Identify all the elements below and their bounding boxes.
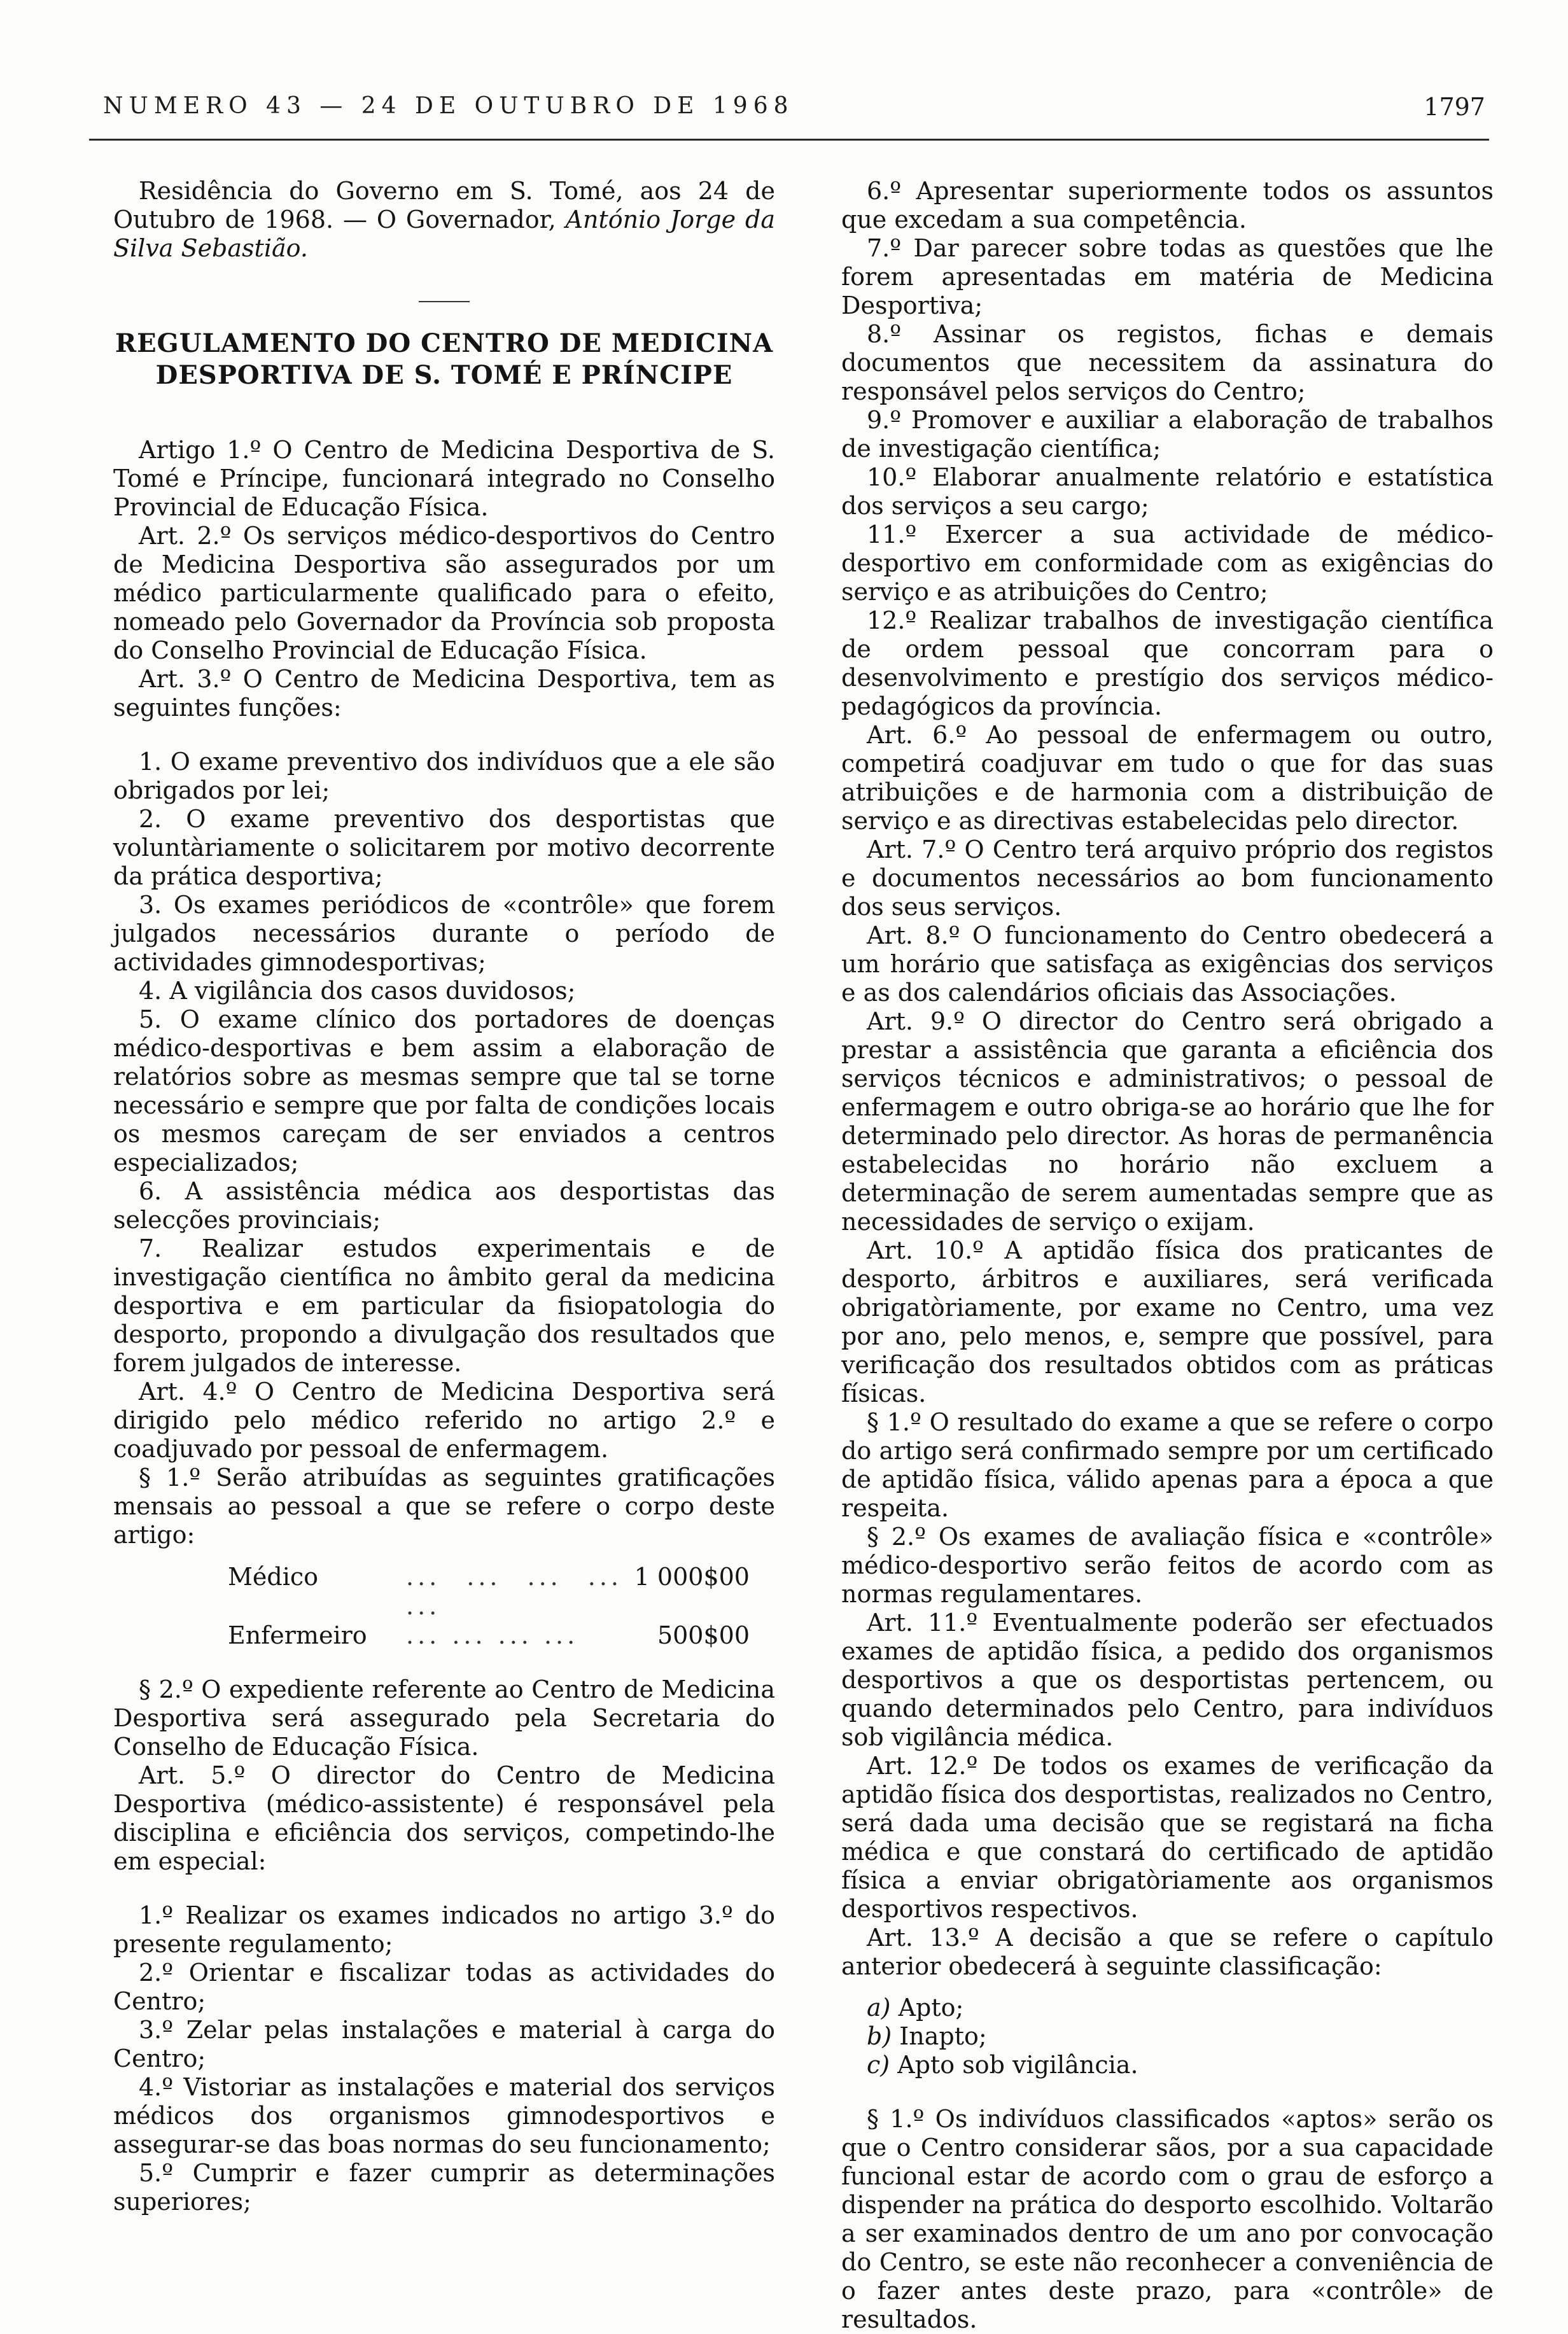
art3-item: 2. O exame preventivo dos desportistas que voluntàriamente o solicitarem por motivo decorrente da prática desportiva; [113,805,775,890]
classification-text: Inapto; [899,2022,987,2050]
article-2: Art. 2.º Os serviços médico-desportivos do Centro de Medicina Desportiva são assegurados por um médico particularmente qualificado para o efeito, nomeado pelo Governador da Província sob proposta do Conselho Provincial de Educação Física. [113,522,775,664]
article-8: Art. 8.º O funcionamento do Centro obedecerá a um horário que satisfaça as exigências dos serviços e as dos calendários oficiais das Associações. [841,921,1494,1007]
classification-text: Apto sob vigilância. [897,2051,1138,2079]
article-13-paragraph-1: § 1.º Os indivíduos classificados «aptos» serão os que o Centro considerar sãos, por a sua capacidade funcional estar de acordo com o grau de esforço a dispender na prática do desporto escolhido. Voltarão a ser examinados dentro de um ano por convocação do Centro, se este não reconhecer a conveniência de o fazer antes deste prazo, para «contrôle» de resultados. [841,2105,1494,2333]
salary-leader-dots: ... ... ... ... [406,1621,579,1649]
art3-item: 4. A vigilância dos casos duvidosos; [139,977,576,1005]
art5-item: 7.º Dar parecer sobre todas as questões que lhe forem apresentadas em matéria de Medicina Desportiva; [841,234,1494,319]
salary-leader-dots: ... ... ... ... ... [406,1563,622,1620]
art5-item: 5.º Cumprir e fazer cumprir as determinações superiores; [113,2159,775,2216]
art3-item: 3. Os exames periódicos de «contrôle» que forem julgados necessários durante o período de actividades gimnodesportivas; [113,891,775,976]
article-12: Art. 12.º De todos os exames de verificação da aptidão física dos desportistas, realizados no Centro, será dada uma decisão que se registará na ficha médica e que constará do certificado de aptidão física a enviar obrigatòriamente aos organismos desportivos respectivos. [841,1752,1494,1923]
article-9: Art. 9.º O director do Centro será obrigado a prestar a assistência que garanta a eficiência dos serviços técnicos e administrativos; o pessoal de enfermagem e outro obriga-se ao horário que lhe for determinado pelo director. As horas de permanência estabelecidas no horário não excluem a determinação de serem aumentadas sempre que as necessidades de serviço o exijam. [841,1007,1494,1236]
article-4-paragraph-2: § 2.º O expediente referente ao Centro de Medicina Desportiva será assegurado pela Secretaria do Conselho de Educação Física. [113,1675,775,1761]
art5-item: 6.º Apresentar superiormente todos os assuntos que excedam a sua competência. [841,177,1494,234]
article-1: Artigo 1.º O Centro de Medicina Desportiva de S. Tomé e Príncipe, funcionará integrado no Conselho Provincial de Educação Física. [113,436,775,521]
article-13: Art. 13.º A decisão a que se refere o capítulo anterior obedecerá à seguinte classificação: [841,1924,1494,1980]
art3-item: 5. O exame clínico dos portadores de doenças médico-desportivas e bem assim a elaboração de relatórios sobre as mesmas sempre que tal se torne necessário e sempre que por falta de condições locais os mesmos careçam de ser enviados a centros especializados; [113,1005,775,1177]
article-6: Art. 6.º Ao pessoal de enfermagem ou outro, competirá coadjuvar em tudo o que for das suas atribuições e de harmonia com a distribuição de serviço e as directivas estabelecidas pelo director. [841,721,1494,835]
art5-item: 8.º Assinar os registos, fichas e demais documentos que necessitem da assinatura do responsável pelos serviços do Centro; [841,320,1494,405]
classification-letter: a) [867,1994,891,2022]
article-5: Art. 5.º O director do Centro de Medicina Desportiva (médico-assistente) é responsável pela disciplina e eficiência dos serviços, competindo-lhe em especial: [113,1761,775,1875]
art5-item: 11.º Exercer a sua actividade de médico-desportivo em conformidade com as exigências do serviço e as atribuições do Centro; [841,521,1494,606]
page-number: 1797 [1424,93,1485,121]
classification-item [841,1994,1494,2022]
art5-item: 12.º Realizar trabalhos de investigação científica de ordem pessoal que concorram para o desenvolvimento e prestígio dos serviços médico-pedagógicos da província. [841,606,1494,720]
art5-item: 1.º Realizar os exames indicados no artigo 3.º do presente regulamento; [113,1901,775,1958]
salary-amount: 500$00 [657,1621,750,1649]
signature-paragraph [113,177,775,263]
article-4: Art. 4.º O Centro de Medicina Desportiva será dirigido pelo médico referido no artigo 2.º e coadjuvado por pessoal de enfermagem. [113,1378,775,1463]
article-11: Art. 11.º Eventualmente poderão ser efectuados exames de aptidão física, a pedido dos organismos desportivos a que os desportistas pertencem, ou quando determinados pelo Centro, para indivíduos sob vigilância médica. [841,1609,1494,1751]
classification-item [841,2051,1494,2079]
article-10-paragraph-1: § 1.º O resultado do exame a que se refere o corpo do artigo será confirmado sempre por um certificado de aptidão física, válido apenas para a época a que respeita. [841,1408,1494,1522]
salary-table [228,1562,775,1650]
art3-item: 1. O exame preventivo dos indivíduos que a ele são obrigados por lei; [113,748,775,804]
signature-text: Residência do Governo em S. Tomé, aos 24 de Outubro de 1968. — O Governador, [113,177,775,234]
left-column [113,177,775,2216]
salary-amount: 1 000$00 [634,1563,750,1591]
art5-item: 4.º Vistoriar as instalações e material dos serviços médicos dos organismos gimnodesportivos e assegurar-se das boas normas do seu funcionamento; [113,2073,775,2158]
art3-item: 7. Realizar estudos experimentais e de investigação científica no âmbito geral da medicina desportiva e em particular da fisiopatologia do desporto, propondo a divulgação dos resultados que forem julgados de interesse. [113,1234,775,1377]
classification-item [841,2022,1494,2051]
regulation-title-line-2: DESPORTIVA DE S. TOMÉ E PRÍNCIPE [155,360,733,390]
article-10: Art. 10.º A aptidão física dos praticantes de desporto, árbitros e auxiliares, será verificada obrigatòriamente, por exame no Centro, uma vez por ano, pelo menos, e, sempre que possível, para verificação dos resultados obtidos com as práticas físicas. [841,1236,1494,1408]
salary-row [228,1621,775,1650]
salary-role: Médico [228,1563,319,1591]
governor-name: António Jorge da Silva Sebastião. [113,206,775,262]
regulation-title-line-1: REGULAMENTO DO CENTRO DE MEDICINA [115,328,774,358]
art5-item: 3.º Zelar pelas instalações e material à carga do Centro; [113,2016,775,2072]
right-column [841,177,1494,2334]
article-3: Art. 3.º O Centro de Medicina Desportiva, tem as seguintes funções: [113,665,775,722]
header-rule [89,139,1489,141]
article-4-paragraph-1: § 1.º Serão atribuídas as seguintes gratificações mensais ao pessoal a que se refere o corpo deste artigo: [113,1464,775,1549]
article-10-paragraph-2: § 2.º Os exames de avaliação física e «contrôle» médico-desportivo serão feitos de acordo com as normas regulamentares. [841,1523,1494,1608]
salary-row [228,1562,775,1621]
art5-item: 10.º Elaborar anualmente relatório e estatística dos serviços a seu cargo; [841,463,1494,520]
article-7: Art. 7.º O Centro terá arquivo próprio dos registos e documentos necessários ao bom funcionamento dos seus serviços. [841,835,1494,921]
issue-header: NUMERO 43 — 24 DE OUTUBRO DE 1968 [103,93,794,119]
classification-letter: c) [867,2051,890,2079]
salary-role: Enfermeiro [228,1621,367,1649]
art5-item: 2.º Orientar e fiscalizar todas as actividades do Centro; [113,1959,775,2015]
classification-text: Apto; [898,1994,964,2022]
art5-item: 9.º Promover e auxiliar a elaboração de trabalhos de investigação científica; [841,406,1494,463]
art3-item: 6. A assistência médica aos desportistas das selecções provinciais; [113,1177,775,1234]
classification-letter: b) [867,2022,892,2050]
